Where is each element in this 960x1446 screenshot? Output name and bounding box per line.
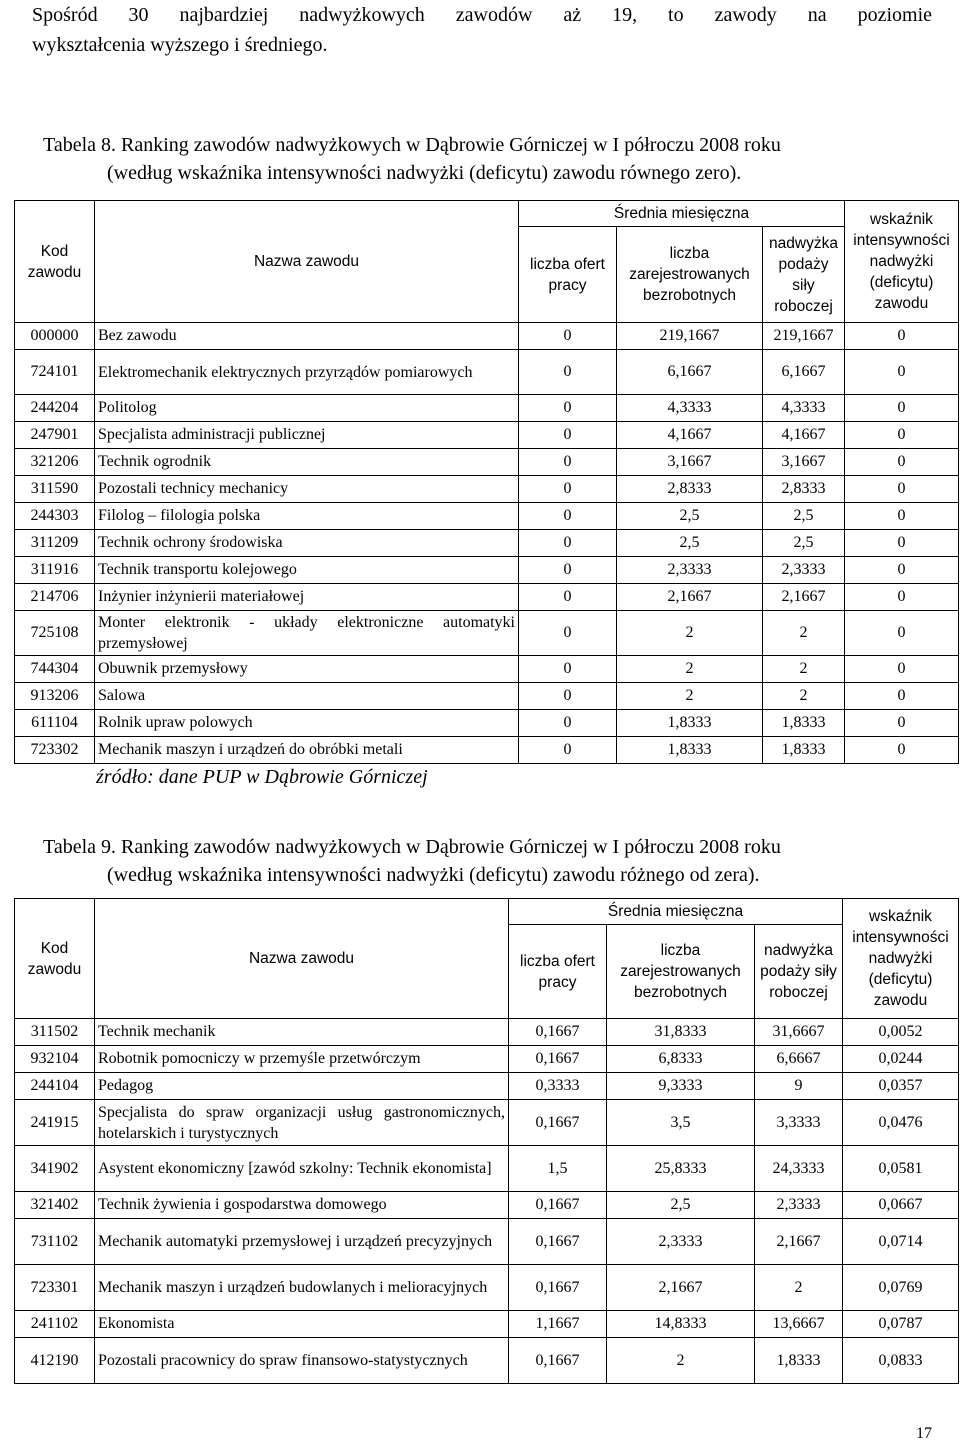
table-row [15,323,959,350]
cell-kod: 244204 [15,395,95,422]
cell-nazwa: Filolog – filologia polska [95,503,519,530]
cell-wskaznik: 0 [845,503,959,530]
cell-nadwyzka: 13,6667 [755,1311,843,1338]
table8-body [15,323,959,764]
cell-kod: 000000 [15,323,95,350]
table9-caption-line-1: Tabela 9. Ranking zawodów nadwyżkowych w Dąbrowie Górniczej w I półroczu 2008 roku [43,836,781,858]
cell-nadwyzka: 2,3333 [755,1192,843,1219]
cell-oferty: 0,1667 [509,1338,607,1384]
header-kod: Kod zawodu [15,899,95,1019]
cell-oferty: 0 [519,611,617,656]
cell-nazwa: Technik mechanik [95,1019,509,1046]
cell-nadwyzka: 2 [763,683,845,710]
cell-nazwa: Pedagog [95,1073,509,1100]
table9-body [15,1019,959,1384]
cell-kod: 247901 [15,422,95,449]
header-srednia: Średnia miesięczna [509,899,843,925]
cell-bezrobotni: 2 [607,1338,755,1384]
cell-wskaznik: 0 [845,350,959,395]
cell-oferty: 0 [519,584,617,611]
cell-nazwa: Pozostali pracownicy do spraw finansowo-statystycznych [95,1338,509,1384]
table-row [15,683,959,710]
cell-bezrobotni: 6,8333 [607,1046,755,1073]
table-row [15,1019,959,1046]
cell-oferty: 0 [519,737,617,764]
cell-nazwa: Technik transportu kolejowego [95,557,519,584]
cell-bezrobotni: 2,5 [617,530,763,557]
cell-oferty: 0,1667 [509,1100,607,1146]
cell-bezrobotni: 2,3333 [617,557,763,584]
cell-nazwa: Mechanik maszyn i urządzeń do obróbki metali [95,737,519,764]
cell-kod: 932104 [15,1046,95,1073]
cell-wskaznik: 0 [845,422,959,449]
cell-wskaznik: 0,0667 [843,1192,959,1219]
cell-bezrobotni: 2 [617,656,763,683]
table-row [15,737,959,764]
cell-oferty: 0 [519,656,617,683]
cell-wskaznik: 0,0714 [843,1219,959,1265]
table-row [15,557,959,584]
cell-kod: 311209 [15,530,95,557]
cell-nazwa: Ekonomista [95,1311,509,1338]
cell-nazwa: Specjalista do spraw organizacji usług gastronomicznych, hotelarskich i turystycznych [95,1100,509,1146]
table9-caption-line-2: (według wskaźnika intensywności nadwyżki (deficytu) zawodu różnego od zera). [107,864,760,886]
cell-wskaznik: 0 [845,557,959,584]
cell-wskaznik: 0 [845,710,959,737]
cell-kod: 731102 [15,1219,95,1265]
cell-oferty: 0,1667 [509,1219,607,1265]
cell-nadwyzka: 3,1667 [763,449,845,476]
table-row [15,584,959,611]
cell-bezrobotni: 2,3333 [607,1219,755,1265]
header-kod: Kod zawodu [15,201,95,323]
cell-nazwa: Bez zawodu [95,323,519,350]
cell-nadwyzka: 2 [763,611,845,656]
cell-nadwyzka: 1,8333 [755,1338,843,1384]
cell-nadwyzka: 3,3333 [755,1100,843,1146]
cell-oferty: 0 [519,350,617,395]
cell-oferty: 0 [519,557,617,584]
cell-bezrobotni: 2,5 [607,1192,755,1219]
cell-nazwa: Specjalista administracji publicznej [95,422,519,449]
cell-kod: 724101 [15,350,95,395]
cell-nadwyzka: 4,3333 [763,395,845,422]
table-row [15,710,959,737]
cell-nazwa: Monter elektronik - układy elektroniczne automatyki przemysłowej [95,611,519,656]
cell-kod: 244104 [15,1073,95,1100]
cell-nadwyzka: 1,8333 [763,710,845,737]
cell-nadwyzka: 24,3333 [755,1146,843,1192]
header-nazwa: Nazwa zawodu [95,899,509,1019]
cell-kod: 321206 [15,449,95,476]
cell-wskaznik: 0 [845,611,959,656]
cell-nazwa: Technik ogrodnik [95,449,519,476]
cell-kod: 311502 [15,1019,95,1046]
table-row [15,1192,959,1219]
cell-wskaznik: 0 [845,395,959,422]
cell-nazwa: Salowa [95,683,519,710]
cell-kod: 723302 [15,737,95,764]
cell-nazwa: Politolog [95,395,519,422]
cell-kod: 321402 [15,1192,95,1219]
cell-nadwyzka: 219,1667 [763,323,845,350]
cell-nazwa: Technik żywienia i gospodarstwa domowego [95,1192,509,1219]
cell-wskaznik: 0 [845,449,959,476]
header-bezrobotni: liczba zarejestrowanych bezrobotnych [607,925,755,1019]
cell-bezrobotni: 4,3333 [617,395,763,422]
table-row [15,1265,959,1311]
cell-bezrobotni: 2,5 [617,503,763,530]
cell-bezrobotni: 219,1667 [617,323,763,350]
table8-source: źródło: dane PUP w Dąbrowie Górniczej [96,766,428,788]
table-row [15,476,959,503]
intro-line-1: Spośród 30 najbardziej nadwyżkowych zawodów aż 19, to zawody na poziomie [32,4,932,26]
cell-kod: 311590 [15,476,95,503]
header-bezrobotni: liczba zarejestrowanych bezrobotnych [617,227,763,323]
cell-bezrobotni: 2 [617,611,763,656]
cell-oferty: 0 [519,503,617,530]
cell-wskaznik: 0 [845,530,959,557]
table8 [14,200,959,764]
cell-nazwa: Obuwnik przemysłowy [95,656,519,683]
table-row [15,449,959,476]
table-row [15,611,959,656]
cell-oferty: 0,3333 [509,1073,607,1100]
cell-oferty: 1,1667 [509,1311,607,1338]
table-row [15,1311,959,1338]
cell-kod: 241915 [15,1100,95,1146]
cell-oferty: 0,1667 [509,1265,607,1311]
cell-nazwa: Rolnik upraw polowych [95,710,519,737]
cell-nazwa: Robotnik pomocniczy w przemyśle przetwórczym [95,1046,509,1073]
header-nadwyzka: nadwyżka podaży siły roboczej [755,925,843,1019]
cell-nadwyzka: 2 [763,656,845,683]
cell-bezrobotni: 31,8333 [607,1019,755,1046]
cell-nazwa: Mechanik automatyki przemysłowej i urządzeń precyzyjnych [95,1219,509,1265]
cell-kod: 214706 [15,584,95,611]
cell-wskaznik: 0 [845,323,959,350]
header-nazwa: Nazwa zawodu [95,201,519,323]
table8-caption-line-1: Tabela 8. Ranking zawodów nadwyżkowych w Dąbrowie Górniczej w I półroczu 2008 roku [43,134,781,156]
table-row [15,1073,959,1100]
cell-nadwyzka: 9 [755,1073,843,1100]
cell-bezrobotni: 1,8333 [617,710,763,737]
cell-kod: 341902 [15,1146,95,1192]
cell-nadwyzka: 2,8333 [763,476,845,503]
cell-wskaznik: 0,0357 [843,1073,959,1100]
intro-paragraph [32,0,932,60]
table9 [14,898,959,1384]
cell-bezrobotni: 2 [617,683,763,710]
cell-kod: 311916 [15,557,95,584]
cell-nazwa: Elektromechanik elektrycznych przyrządów pomiarowych [95,350,519,395]
cell-nazwa: Pozostali technicy mechanicy [95,476,519,503]
header-wskaznik: wskaźnik intensywności nadwyżki (deficytu) zawodu [845,201,959,323]
cell-oferty: 0,1667 [509,1192,607,1219]
cell-wskaznik: 0,0769 [843,1265,959,1311]
table9-caption [43,833,781,889]
cell-nadwyzka: 31,6667 [755,1019,843,1046]
cell-nadwyzka: 2,5 [763,530,845,557]
cell-oferty: 0 [519,449,617,476]
cell-nazwa: Asystent ekonomiczny [zawód szkolny: Technik ekonomista] [95,1146,509,1192]
table-row [15,530,959,557]
cell-kod: 241102 [15,1311,95,1338]
cell-oferty: 0 [519,476,617,503]
cell-wskaznik: 0 [845,683,959,710]
table-row [15,395,959,422]
cell-oferty: 0 [519,710,617,737]
cell-nadwyzka: 1,8333 [763,737,845,764]
table8-caption [43,131,781,187]
intro-line-2: wykształcenia wyższego i średniego. [32,34,328,56]
cell-oferty: 0 [519,422,617,449]
table-row [15,1046,959,1073]
cell-nazwa: Inżynier inżynierii materiałowej [95,584,519,611]
cell-wskaznik: 0,0244 [843,1046,959,1073]
cell-wskaznik: 0,0476 [843,1100,959,1146]
cell-oferty: 0 [519,323,617,350]
cell-nadwyzka: 6,1667 [763,350,845,395]
cell-oferty: 0,1667 [509,1019,607,1046]
cell-nadwyzka: 4,1667 [763,422,845,449]
cell-wskaznik: 0 [845,737,959,764]
cell-nadwyzka: 2,5 [763,503,845,530]
cell-wskaznik: 0,0787 [843,1311,959,1338]
cell-bezrobotni: 14,8333 [607,1311,755,1338]
header-wskaznik: wskaźnik intensywności nadwyżki (deficytu) zawodu [843,899,959,1019]
table-row [15,1219,959,1265]
table-row [15,503,959,530]
cell-wskaznik: 0,0833 [843,1338,959,1384]
cell-nadwyzka: 2,1667 [755,1219,843,1265]
header-srednia: Średnia miesięczna [519,201,845,227]
cell-oferty: 1,5 [509,1146,607,1192]
cell-oferty: 0,1667 [509,1046,607,1073]
cell-bezrobotni: 1,8333 [617,737,763,764]
cell-nazwa: Mechanik maszyn i urządzeń budowlanych i melioracyjnych [95,1265,509,1311]
cell-nadwyzka: 2,3333 [763,557,845,584]
cell-bezrobotni: 2,1667 [607,1265,755,1311]
page-number: 17 [916,1425,932,1442]
table8-caption-line-2: (według wskaźnika intensywności nadwyżki (deficytu) zawodu równego zero). [107,162,742,184]
table-row [15,1146,959,1192]
cell-kod: 913206 [15,683,95,710]
header-oferty: liczba ofert pracy [519,227,617,323]
cell-wskaznik: 0,0581 [843,1146,959,1192]
cell-bezrobotni: 6,1667 [617,350,763,395]
cell-bezrobotni: 3,5 [607,1100,755,1146]
cell-kod: 611104 [15,710,95,737]
cell-bezrobotni: 25,8333 [607,1146,755,1192]
cell-oferty: 0 [519,530,617,557]
cell-kod: 412190 [15,1338,95,1384]
cell-kod: 244303 [15,503,95,530]
table-row [15,422,959,449]
cell-bezrobotni: 9,3333 [607,1073,755,1100]
table-row [15,656,959,683]
cell-wskaznik: 0 [845,656,959,683]
cell-bezrobotni: 2,8333 [617,476,763,503]
cell-kod: 744304 [15,656,95,683]
header-nadwyzka: nadwyżka podaży siły roboczej [763,227,845,323]
cell-kod: 725108 [15,611,95,656]
cell-wskaznik: 0 [845,476,959,503]
cell-wskaznik: 0,0052 [843,1019,959,1046]
cell-nadwyzka: 2 [755,1265,843,1311]
cell-nazwa: Technik ochrony środowiska [95,530,519,557]
cell-nadwyzka: 6,6667 [755,1046,843,1073]
cell-wskaznik: 0 [845,584,959,611]
table-row [15,350,959,395]
cell-bezrobotni: 2,1667 [617,584,763,611]
cell-oferty: 0 [519,395,617,422]
cell-bezrobotni: 3,1667 [617,449,763,476]
table-row [15,1338,959,1384]
table-row [15,1100,959,1146]
header-oferty: liczba ofert pracy [509,925,607,1019]
cell-nadwyzka: 2,1667 [763,584,845,611]
cell-kod: 723301 [15,1265,95,1311]
cell-bezrobotni: 4,1667 [617,422,763,449]
cell-oferty: 0 [519,683,617,710]
